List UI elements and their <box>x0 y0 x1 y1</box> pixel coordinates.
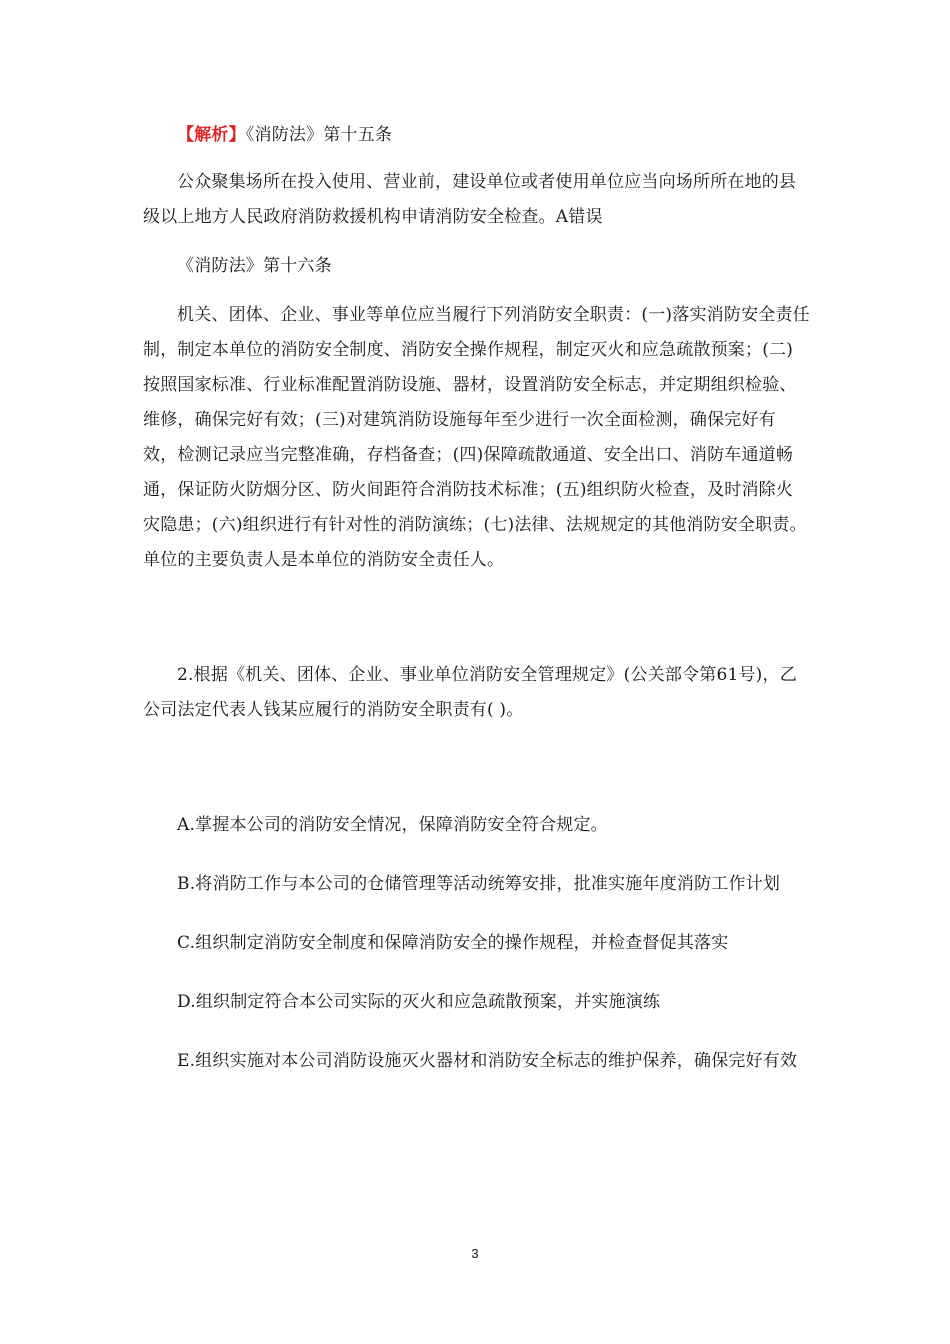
option-c: C.组织制定消防安全制度和保障消防安全的操作规程，并检查督促其落实 <box>177 933 729 953</box>
document-body <box>143 118 810 1079</box>
paragraph-article-16-body: 机关、团体、企业、事业等单位应当履行下列消防安全职责：(一)落实消防安全责任制，制定本单位的消防安全制度、消防安全操作规程，制定灭火和应急疏散预案；(二)按照国家标准、行业标准配置消防设施、器材，设置消防安全标志，并定期组织检验、维修，确保完好有效；(三)对建筑消防设施每年至少进行一次全面检测，确保完好有效，检测记录应当完整准确，存档备查；(四)保障疏散通道、安全出口、消防车通道畅通，保证防火防烟分区、防火间距符合消防技术标准；(五)组织防火检查，及时消除火灾隐患；(六)组织进行有针对性的消防演练；(七)法律、法规规定的其他消防安全职责。单位的主要负责人是本单位的消防安全责任人。 <box>143 305 810 570</box>
option-e: E.组织实施对本公司消防设施灭火器材和消防安全标志的维护保养，确保完好有效 <box>177 1051 798 1071</box>
question-text: 2.根据《机关、团体、企业、事业单位消防安全管理规定》(公关部令第61号)，乙公司法定代表人钱某应履行的消防安全职责有( )。 <box>143 665 797 720</box>
paragraph-article-16-title: 《消防法》第十六条 <box>177 256 332 276</box>
analysis-title: 《消防法》第十五条 <box>245 125 393 145</box>
option-b: B.将消防工作与本公司的仓储管理等活动统筹安排，批准实施年度消防工作计划 <box>177 874 781 894</box>
page-number: 3 <box>471 1246 479 1261</box>
paragraph-article-15: 公众聚集场所在投入使用、营业前，建设单位或者使用单位应当向场所所在地的县级以上地方人民政府消防救援机构申请消防安全检查。A错误 <box>143 172 797 227</box>
analysis-label: 【解析】 <box>177 125 246 145</box>
option-d: D.组织制定符合本公司实际的灭火和应急疏散预案，并实施演练 <box>177 992 661 1012</box>
option-a: A.掌握本公司的消防安全情况，保障消防安全符合规定。 <box>177 815 608 835</box>
analysis-heading <box>143 118 810 153</box>
